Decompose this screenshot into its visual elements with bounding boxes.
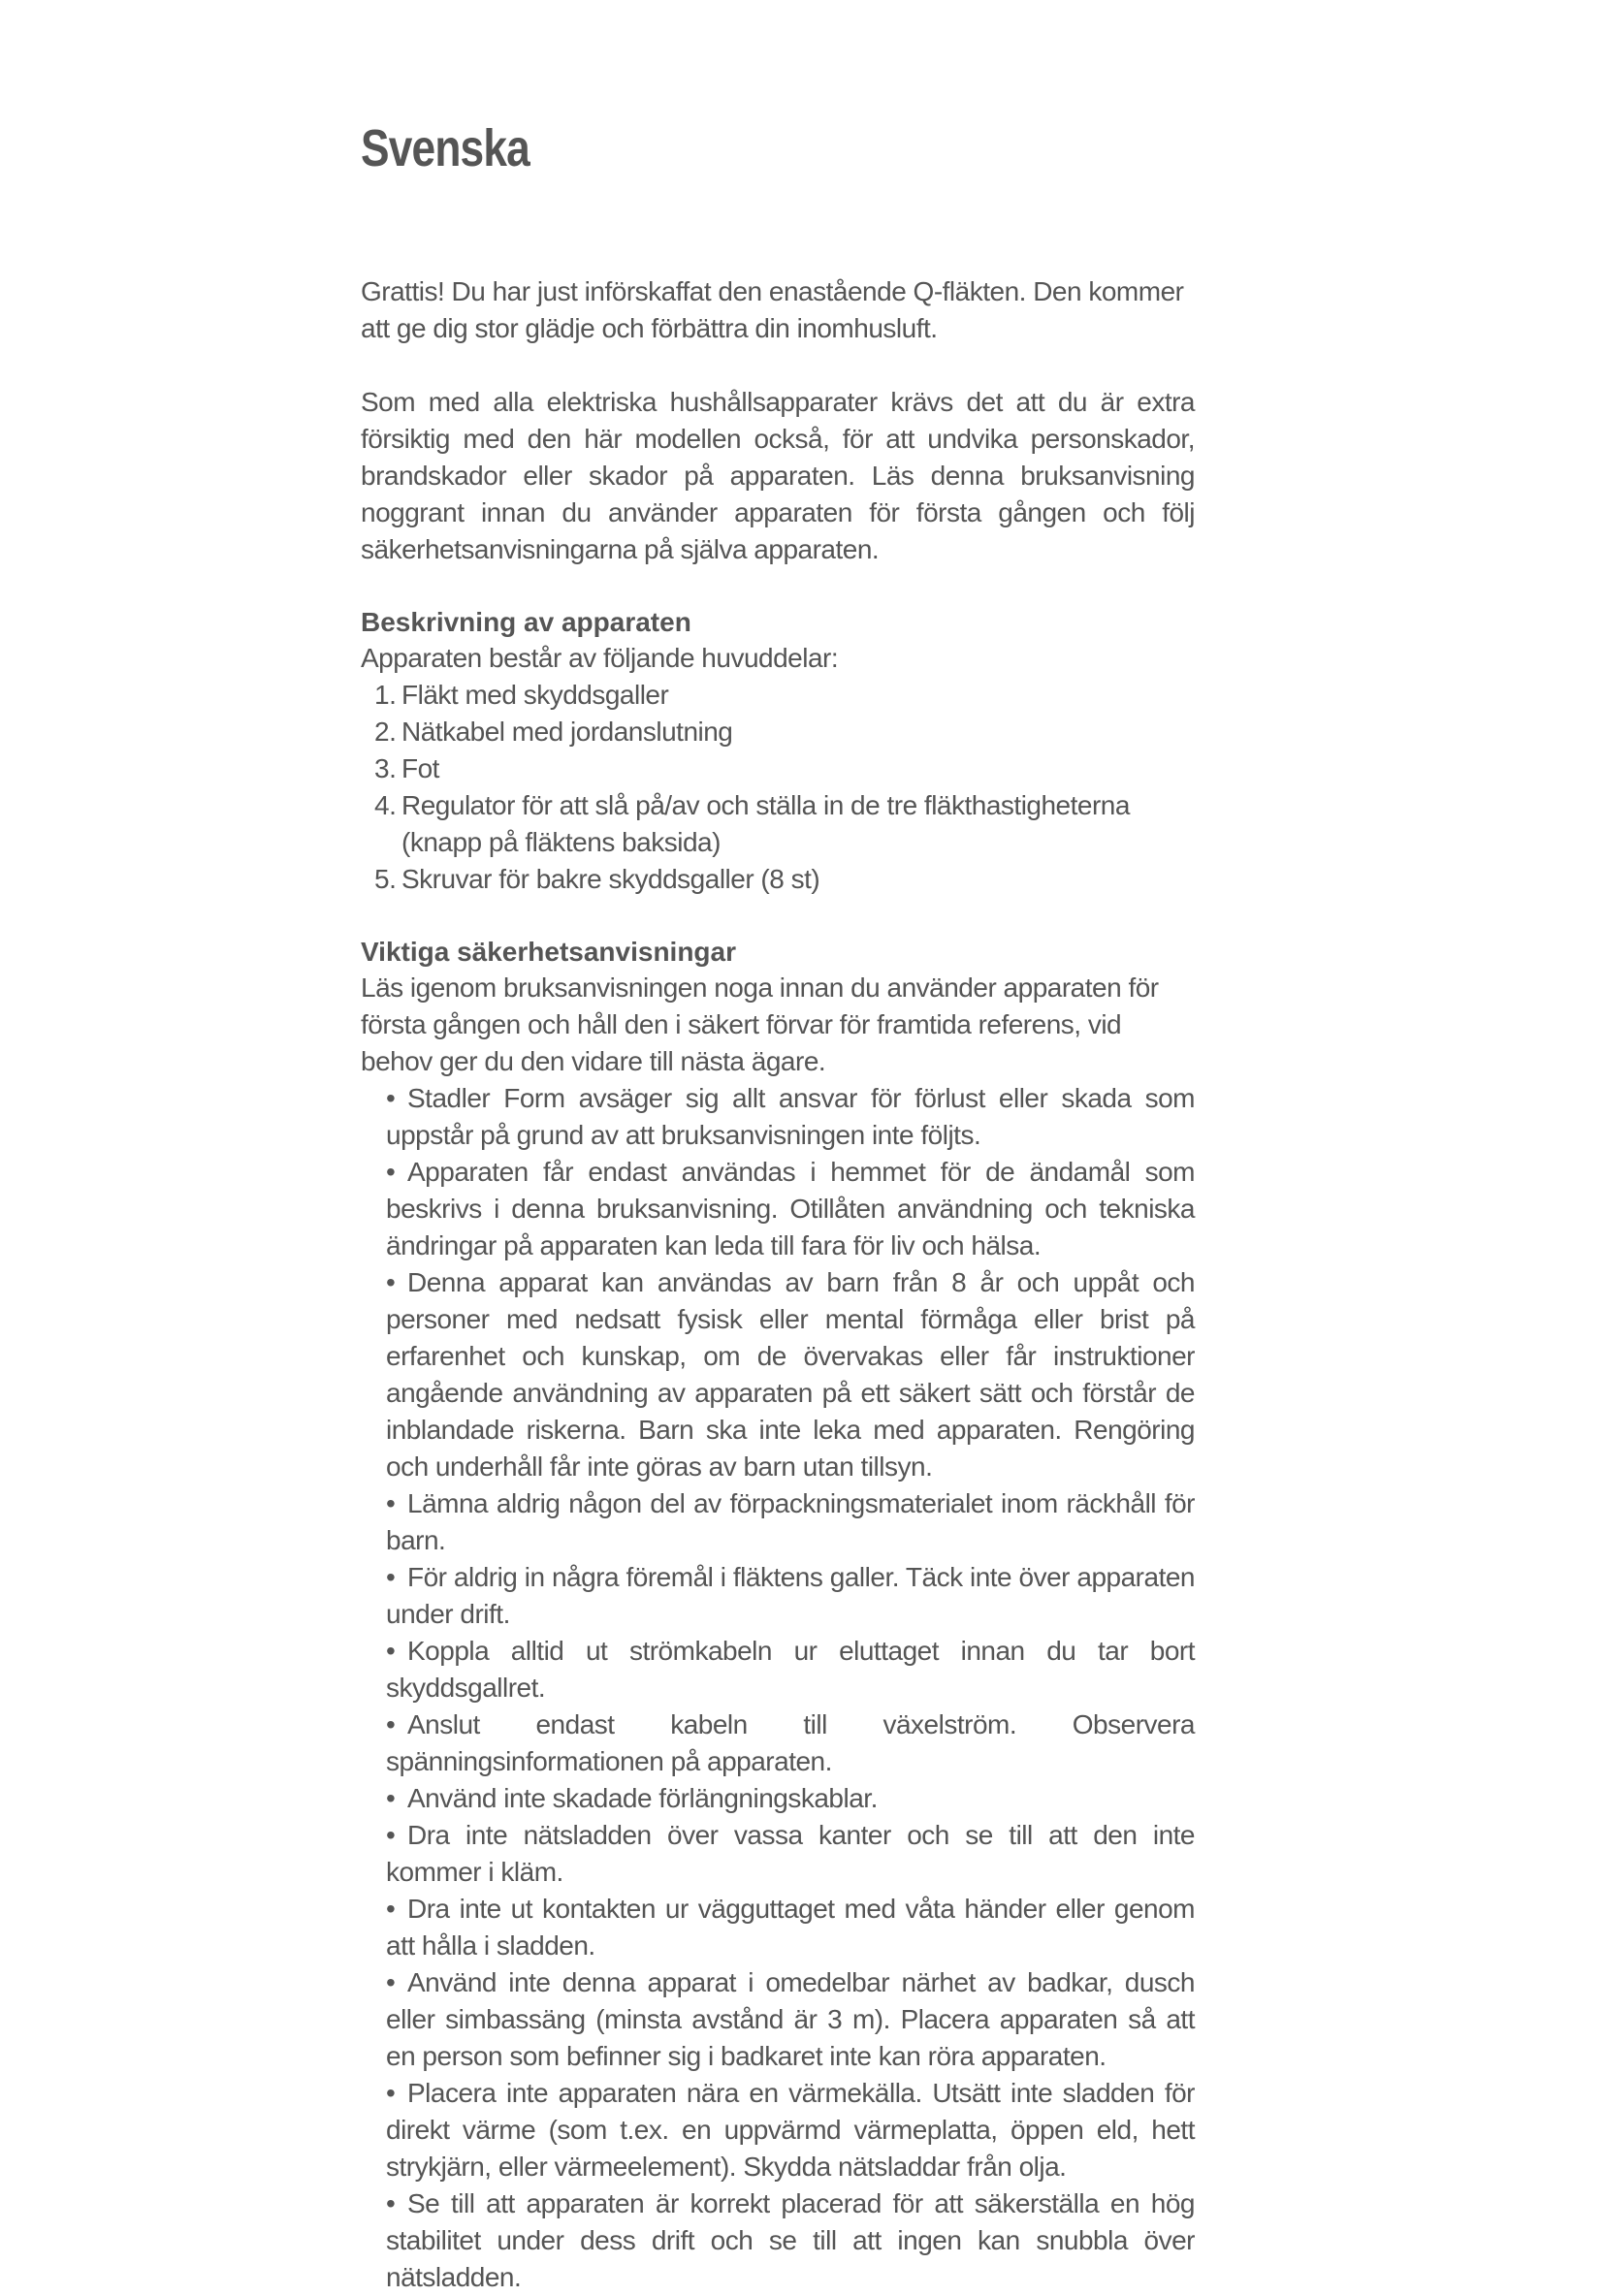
list-item-text: Anslut endast kabeln till växelström. Observera spänningsinformationen på apparaten.: [386, 1709, 1195, 1776]
list-item-number: 1.: [374, 680, 397, 710]
list-item-text: Fot: [401, 753, 439, 783]
list-item: [386, 1485, 1195, 1559]
list-item-text: Dra inte ut kontakten ur vägguttaget med våta händer eller genom att hålla i sladden.: [386, 1894, 1195, 1961]
list-item-text: Apparaten får endast användas i hemmet för de ändamål som beskrivs i denna bruksanvisning. Otillåten användning och tekniska ändringar på apparaten kan leda till fara för liv och hälsa.: [386, 1157, 1195, 1260]
list-item-number: 2.: [374, 717, 397, 747]
list-item-text: Använd inte skadade förlängningskablar.: [407, 1783, 878, 1813]
list-item: [386, 1706, 1195, 1780]
safety-heading: Viktiga säkerhetsanvisningar: [361, 937, 736, 967]
bullet-icon: •: [386, 1267, 396, 1297]
list-item: [386, 1080, 1195, 1154]
list-item: [386, 1633, 1195, 1706]
list-item-text: Placera inte apparaten nära en värmekälla. Utsätt inte sladden för direkt värme (som t.ex. en uppvärmd värmeplatta, öppen eld, hett strykjärn, eller värmeelement). Skydda nätsladdar från olja.: [386, 2078, 1195, 2182]
list-item: [386, 2075, 1195, 2185]
list-item-text: Nätkabel med jordanslutning: [401, 717, 733, 747]
bullet-icon: •: [386, 1709, 396, 1739]
document-page: [361, 114, 1195, 2296]
list-item: [374, 750, 1195, 787]
bullet-icon: •: [386, 1083, 396, 1113]
list-item: [386, 2185, 1195, 2296]
bullet-icon: •: [386, 1636, 396, 1666]
list-item-text: Regulator för att slå på/av och ställa in de tre fläkthastigheterna (knapp på fläktens baksida): [401, 790, 1130, 857]
list-item-number: 5.: [374, 864, 397, 894]
description-lead: Apparaten består av följande huvuddelar:: [361, 643, 839, 673]
bullet-icon: •: [386, 2078, 396, 2108]
list-item: [386, 1817, 1195, 1891]
bullet-icon: •: [386, 1894, 396, 1924]
bullet-icon: •: [386, 1820, 396, 1850]
list-item-text: Stadler Form avsäger sig allt ansvar för förlust eller skada som uppstår på grund av att bruksanvisningen inte följts.: [386, 1083, 1195, 1150]
bullet-icon: •: [386, 2188, 396, 2218]
safety-list: [361, 1080, 1195, 2296]
bullet-icon: •: [386, 1783, 396, 1813]
list-item: [386, 1559, 1195, 1633]
list-item: [386, 1154, 1195, 1264]
safety-lead: Läs igenom bruksanvisningen noga innan du använder apparaten för första gången och håll den i säkert förvar för framtida referens, vid behov ger du den vidare till nästa ägare.: [361, 973, 1159, 1076]
page-title: Svenska: [361, 119, 529, 177]
list-item: [374, 787, 1195, 861]
list-item-number: 4.: [374, 790, 397, 820]
list-item-text: Skruvar för bakre skyddsgaller (8 st): [401, 864, 820, 894]
list-item: [386, 1264, 1195, 1485]
list-item-text: Denna apparat kan användas av barn från 8 år och uppåt och personer med nedsatt fysisk eller mental förmåga eller brist på erfarenhet och kunskap, om de övervakas eller får instruktioner angående användning av apparaten på ett säkert sätt och förstår de inblandade riskerna. Barn ska inte leka med apparaten. Rengöring och underhåll får inte göras av barn utan tillsyn.: [386, 1267, 1195, 1482]
list-item: [374, 861, 1195, 898]
list-item-text: Fläkt med skyddsgaller: [401, 680, 669, 710]
list-item-text: För aldrig in några föremål i fläktens galler. Täck inte över apparaten under drift.: [386, 1562, 1195, 1629]
list-item-text: Dra inte nätsladden över vassa kanter och se till att den inte kommer i kläm.: [386, 1820, 1195, 1887]
list-item-text: Se till att apparaten är korrekt placerad för att säkerställa en hög stabilitet under dess drift och se till att ingen kan snubbla över nätsladden.: [386, 2188, 1195, 2292]
bullet-icon: •: [386, 1157, 396, 1187]
intro-paragraph-1: Grattis! Du har just införskaffat den enastående Q-fläkten. Den kommer att ge dig stor glädje och förbättra din inomhusluft.: [361, 276, 1184, 343]
list-item-number: 3.: [374, 753, 397, 783]
list-item: [386, 1891, 1195, 1964]
description-heading: Beskrivning av apparaten: [361, 607, 691, 637]
list-item: [374, 714, 1195, 750]
list-item: [386, 1780, 1195, 1817]
list-item: [374, 677, 1195, 714]
list-item: [386, 1964, 1195, 2075]
list-item-text: Koppla alltid ut strömkabeln ur eluttaget innan du tar bort skyddsgallret.: [386, 1636, 1195, 1703]
bullet-icon: •: [386, 1488, 396, 1518]
intro-paragraph-2: Som med alla elektriska hushållsapparater krävs det att du är extra försiktig med den här modellen också, för att undvika personskador, brandskador eller skador på apparaten. Läs denna bruksanvisning noggrant innan du använder apparaten för första gången och följ säkerhetsanvisningarna på själva apparaten.: [361, 387, 1195, 564]
bullet-icon: •: [386, 1562, 396, 1592]
list-item-text: Använd inte denna apparat i omedelbar närhet av badkar, dusch eller simbassäng (minsta avstånd är 3 m). Placera apparaten så att en person som befinner sig i badkaret inte kan röra apparaten.: [386, 1967, 1195, 2071]
bullet-icon: •: [386, 1967, 396, 1997]
parts-list: [361, 677, 1195, 898]
list-item-text: Lämna aldrig någon del av förpackningsmaterialet inom räckhåll för barn.: [386, 1488, 1195, 1555]
